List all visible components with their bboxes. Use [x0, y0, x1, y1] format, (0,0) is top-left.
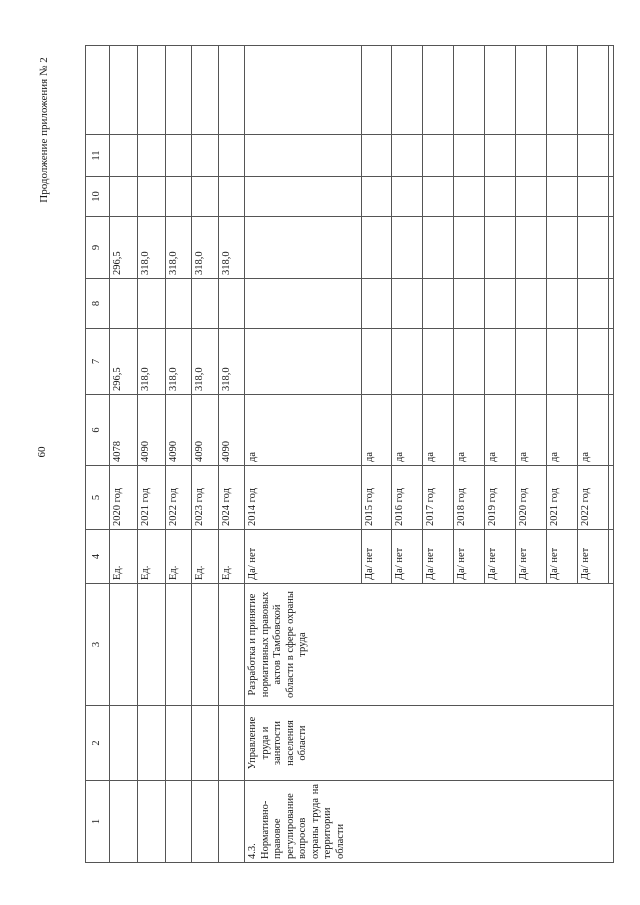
- year-cell: 2022 год: [166, 466, 192, 530]
- table-cell: [609, 329, 614, 395]
- table-cell: [578, 217, 609, 279]
- unit-cell: Да/ нет: [454, 530, 485, 584]
- column-header: 3: [86, 584, 110, 706]
- value-cell: 318,0: [192, 329, 219, 395]
- unit-cell: Да/ нет: [578, 530, 609, 584]
- table-cell: [138, 584, 166, 706]
- value-cell: [192, 279, 219, 329]
- value-cell: да: [516, 395, 547, 466]
- table-cell: [110, 584, 138, 706]
- table-cell: [516, 135, 547, 177]
- table-cell: [516, 217, 547, 279]
- table-cell: [362, 217, 392, 279]
- column-header: 2: [86, 706, 110, 781]
- table-row: [138, 46, 166, 863]
- value-cell: да: [245, 395, 362, 466]
- value-cell: 296,5: [110, 217, 138, 279]
- table-cell: [423, 217, 454, 279]
- table-cell: [485, 177, 516, 217]
- table-cell: [166, 584, 192, 706]
- unit-cell: Ед.: [219, 530, 245, 584]
- table-cell: [245, 217, 362, 279]
- table-cell: [516, 46, 547, 135]
- value-cell: [138, 135, 166, 177]
- table-cell: [192, 781, 219, 863]
- table-cell: [362, 279, 392, 329]
- value-cell: [219, 177, 245, 217]
- table-row: [166, 46, 192, 863]
- column-header: 1: [86, 781, 110, 863]
- value-cell: 4078: [110, 395, 138, 466]
- column-header: 9: [86, 217, 110, 279]
- table-cell: [362, 135, 392, 177]
- year-cell: 2022 год: [578, 466, 609, 530]
- table-cell: [219, 46, 245, 135]
- table-cell: [423, 279, 454, 329]
- appendix-note: Продолжение приложения № 2: [38, 57, 50, 203]
- table-cell: [362, 46, 392, 135]
- unit-cell: Да/ нет: [423, 530, 454, 584]
- table-cell: [485, 135, 516, 177]
- table-cell: [392, 279, 423, 329]
- unit-cell: Да/ нет: [362, 530, 392, 584]
- table-cell: [219, 781, 245, 863]
- table-row: [245, 46, 362, 863]
- responsible-cell: Управление труда и занятости населения области: [245, 706, 614, 781]
- year-cell: 2019 год: [485, 466, 516, 530]
- year-cell: 2021 год: [547, 466, 578, 530]
- table-cell: [516, 329, 547, 395]
- table-cell: [138, 46, 166, 135]
- table-cell: [516, 279, 547, 329]
- table-cell: [245, 46, 362, 135]
- unit-cell: Ед.: [192, 530, 219, 584]
- table-cell: [392, 46, 423, 135]
- value-cell: 318,0: [166, 217, 192, 279]
- column-header: 8: [86, 279, 110, 329]
- table-cell: [485, 217, 516, 279]
- table-cell: [485, 279, 516, 329]
- table-cell: [110, 46, 138, 135]
- table-cell: [454, 217, 485, 279]
- value-cell: [192, 135, 219, 177]
- year-cell: 2023 год: [192, 466, 219, 530]
- value-cell: да: [454, 395, 485, 466]
- table-cell: [454, 329, 485, 395]
- column-header: 5: [86, 466, 110, 530]
- table-cell: [547, 135, 578, 177]
- table-cell: [245, 279, 362, 329]
- value-cell: 318,0: [219, 329, 245, 395]
- table-cell: [192, 46, 219, 135]
- value-cell: [219, 279, 245, 329]
- unit-cell: Да/ нет: [485, 530, 516, 584]
- value-cell: [138, 279, 166, 329]
- unit-cell: Да/ нет: [547, 530, 578, 584]
- unit-cell: Да/ нет: [516, 530, 547, 584]
- unit-cell: Да/ нет: [392, 530, 423, 584]
- value-cell: да: [578, 395, 609, 466]
- value-cell: 318,0: [192, 217, 219, 279]
- table-cell: [110, 706, 138, 781]
- year-cell: 2021 год: [138, 466, 166, 530]
- table-cell: [454, 279, 485, 329]
- value-cell: 318,0: [138, 217, 166, 279]
- table-cell: [219, 706, 245, 781]
- year-cell: 2016 год: [392, 466, 423, 530]
- table-cell: [578, 279, 609, 329]
- table-cell: [578, 46, 609, 135]
- value-cell: да: [485, 395, 516, 466]
- table-cell: [219, 584, 245, 706]
- table-cell: [609, 466, 614, 530]
- value-cell: 4090: [219, 395, 245, 466]
- year-cell: 2024 год: [219, 466, 245, 530]
- table-cell: [547, 46, 578, 135]
- table-cell: [423, 46, 454, 135]
- year-cell: 2017 год: [423, 466, 454, 530]
- column-header: 6: [86, 395, 110, 466]
- table-cell: [192, 584, 219, 706]
- table-cell: [423, 329, 454, 395]
- column-header: 4: [86, 530, 110, 584]
- page-number: 60: [36, 446, 48, 458]
- table-cell: [192, 706, 219, 781]
- column-header: 10: [86, 177, 110, 217]
- table-cell: [166, 706, 192, 781]
- value-cell: да: [362, 395, 392, 466]
- value-cell: [166, 177, 192, 217]
- table-cell: [110, 781, 138, 863]
- table-row: [192, 46, 219, 863]
- table-cell: [166, 781, 192, 863]
- table-cell: [485, 329, 516, 395]
- year-cell: 2015 год: [362, 466, 392, 530]
- unit-cell: Ед.: [138, 530, 166, 584]
- table-cell: [454, 46, 485, 135]
- value-cell: да: [547, 395, 578, 466]
- table-cell: [547, 217, 578, 279]
- year-cell: 2020 год: [110, 466, 138, 530]
- value-cell: 4090: [138, 395, 166, 466]
- value-cell: 318,0: [138, 329, 166, 395]
- value-cell: [166, 279, 192, 329]
- column-header-blank: [86, 46, 110, 135]
- value-cell: [110, 279, 138, 329]
- value-cell: [219, 135, 245, 177]
- table-cell: [362, 329, 392, 395]
- column-header: 11: [86, 135, 110, 177]
- data-table: [85, 45, 614, 863]
- value-cell: 4090: [166, 395, 192, 466]
- value-cell: [110, 177, 138, 217]
- table-row: [219, 46, 245, 863]
- table-cell: [609, 135, 614, 177]
- table-cell: [609, 217, 614, 279]
- value-cell: 296,5: [110, 329, 138, 395]
- value-cell: [192, 177, 219, 217]
- table-cell: [166, 46, 192, 135]
- description-cell: Разработка и принятие нормативных правовых актов Тамбовской области в сфере охраны труда: [245, 584, 614, 706]
- table-cell: [362, 177, 392, 217]
- table-cell: [392, 329, 423, 395]
- table-cell: [392, 177, 423, 217]
- year-cell: 2014 год: [245, 466, 362, 530]
- table-cell: [454, 135, 485, 177]
- value-cell: [138, 177, 166, 217]
- rotated-table-frame: [85, 45, 591, 863]
- table-row: [110, 46, 138, 863]
- year-cell: 2018 год: [454, 466, 485, 530]
- table-cell: [485, 46, 516, 135]
- header-row: [86, 46, 110, 863]
- table-cell: [547, 177, 578, 217]
- value-cell: 4090: [192, 395, 219, 466]
- table-cell: [392, 217, 423, 279]
- table-cell: [423, 177, 454, 217]
- table-cell: [245, 177, 362, 217]
- table-cell: [578, 135, 609, 177]
- table-cell: [392, 135, 423, 177]
- table-cell: [245, 135, 362, 177]
- table-cell: [547, 279, 578, 329]
- table-cell: [547, 329, 578, 395]
- table-cell: [245, 329, 362, 395]
- column-header: 7: [86, 329, 110, 395]
- table-cell: [609, 530, 614, 584]
- table-cell: [578, 177, 609, 217]
- value-cell: [166, 135, 192, 177]
- table-cell: [609, 395, 614, 466]
- value-cell: да: [392, 395, 423, 466]
- unit-cell: Да/ нет: [245, 530, 362, 584]
- activity-name-cell: 4.3. Нормативно-правовое регулирование вопросов охраны труда на территории области: [245, 781, 614, 863]
- value-cell: да: [423, 395, 454, 466]
- table-cell: [609, 279, 614, 329]
- table-cell: [138, 706, 166, 781]
- value-cell: 318,0: [219, 217, 245, 279]
- value-cell: [110, 135, 138, 177]
- table-cell: [578, 329, 609, 395]
- table-cell: [516, 177, 547, 217]
- table-cell: [138, 781, 166, 863]
- table-cell: [609, 177, 614, 217]
- year-cell: 2020 год: [516, 466, 547, 530]
- table-cell: [423, 135, 454, 177]
- unit-cell: Ед.: [110, 530, 138, 584]
- unit-cell: Ед.: [166, 530, 192, 584]
- table-cell: [454, 177, 485, 217]
- table-cell: [609, 46, 614, 135]
- table-container: [85, 45, 591, 863]
- value-cell: 318,0: [166, 329, 192, 395]
